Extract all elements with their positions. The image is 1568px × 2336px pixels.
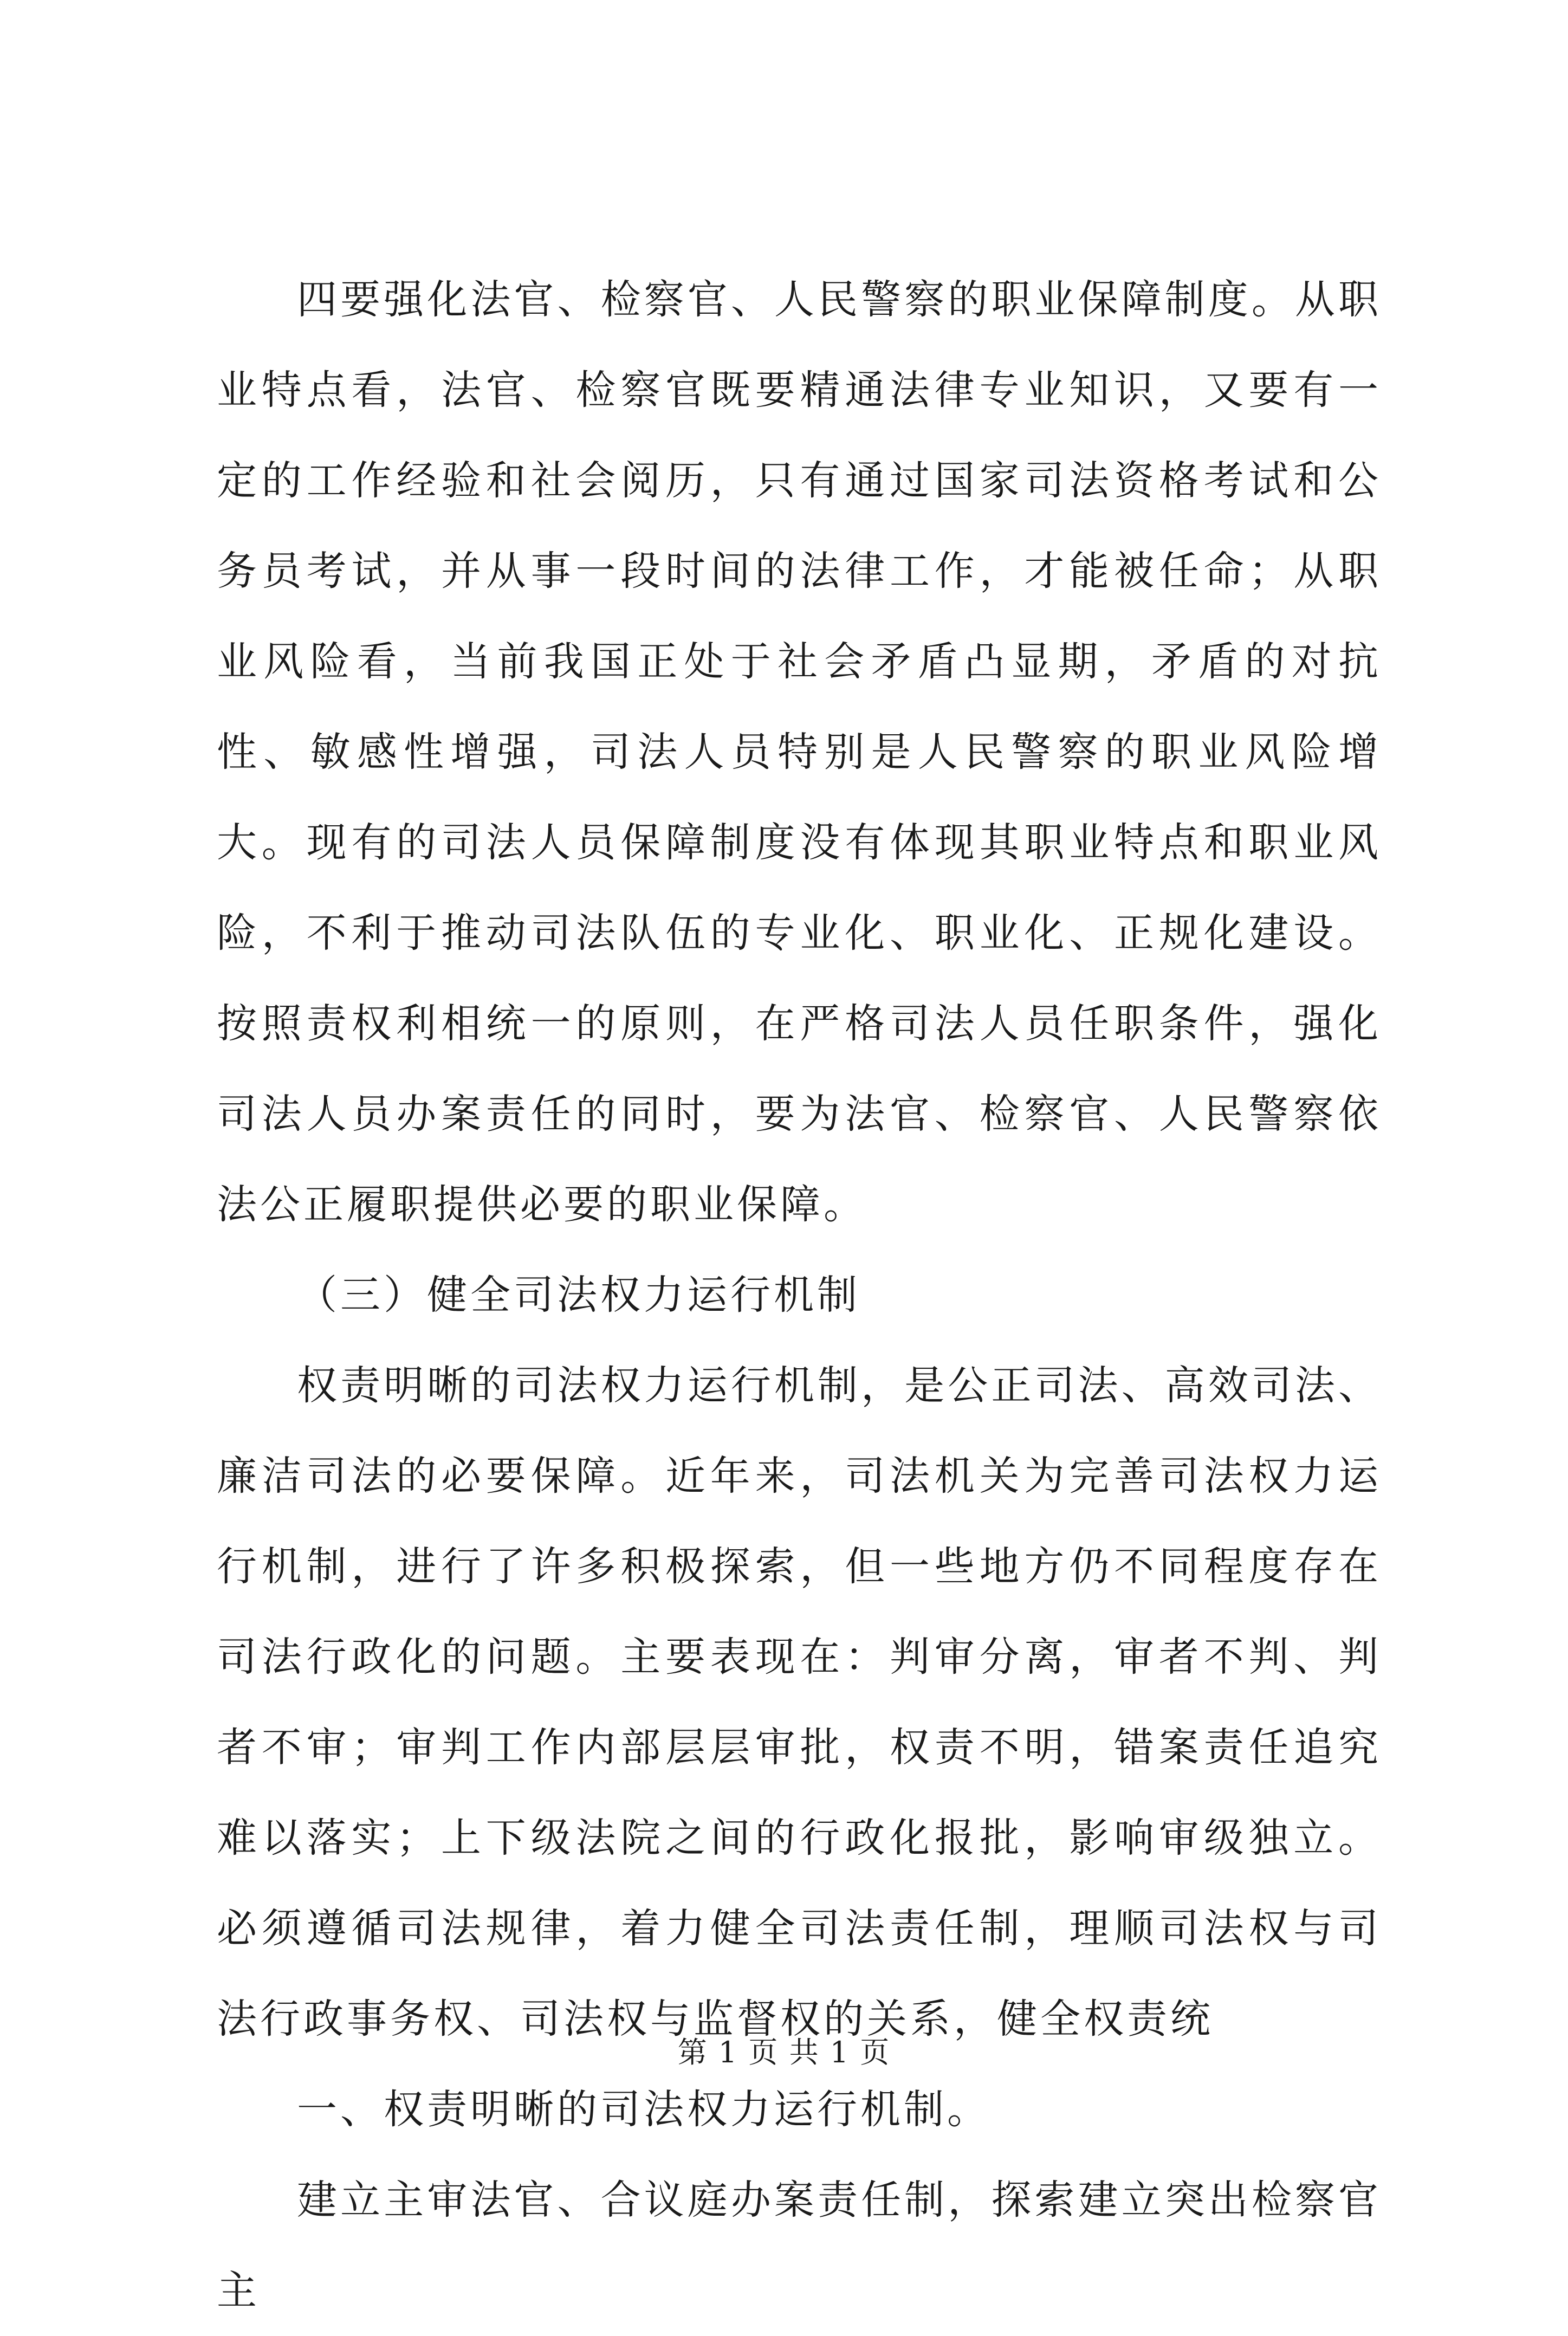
paragraph-responsibility-system: 建立主审法官、合议庭办案责任制，探索建立突出检察官主 <box>217 2177 1382 2314</box>
document-body <box>217 255 1382 2336</box>
paragraph-subheading-one: 一、权责明晰的司法权力运行机制。 <box>297 2086 990 2133</box>
page-footer: 第 1 页 共 1 页 <box>677 2035 891 2069</box>
paragraph-career-protection: 四要强化法官、检察官、人民警察的职业保障制度。从职业特点看，法官、检察官既要精通法律专业知识，又要有一定的工作经验和社会阅历，只有通过国家司法资格考试和公务员考试，并从事一段时间的法律工作，才能被任命；从职业风险看，当前我国正处于社会矛盾凸显期，矛盾的对抗性、敏感性增强，司法人员特别是人民警察的职业风险增大。现有的司法人员保障制度没有体现其职业特点和职业风险，不利于推动司法队伍的专业化、职业化、正规化建设。按照责权利相统一的原则，在严格司法人员任职条件，强化司法人员办案责任的同时，要为法官、检察官、人民警察依法公正履职提供必要的职业保障。 <box>217 276 1382 1228</box>
section-heading-judicial-power: （三）健全司法权力运行机制 <box>297 1272 860 1318</box>
paragraph-judicial-power-mechanism: 权责明晰的司法权力运行机制，是公正司法、高效司法、廉洁司法的必要保障。近年来，司法机关为完善司法权力运行机制，进行了许多积极探索，但一些地方仍不同程度存在司法行政化的问题。主要表现在：判审分离，审者不判、判者不审；审判工作内部层层审批，权责不明，错案责任追究难以落实；上下级法院之间的行政化报批，影响审级独立。必须遵循司法规律，着力健全司法责任制，理顺司法权与司法行政事务权、司法权与监督权的关系，健全权责统 <box>217 1362 1382 2042</box>
